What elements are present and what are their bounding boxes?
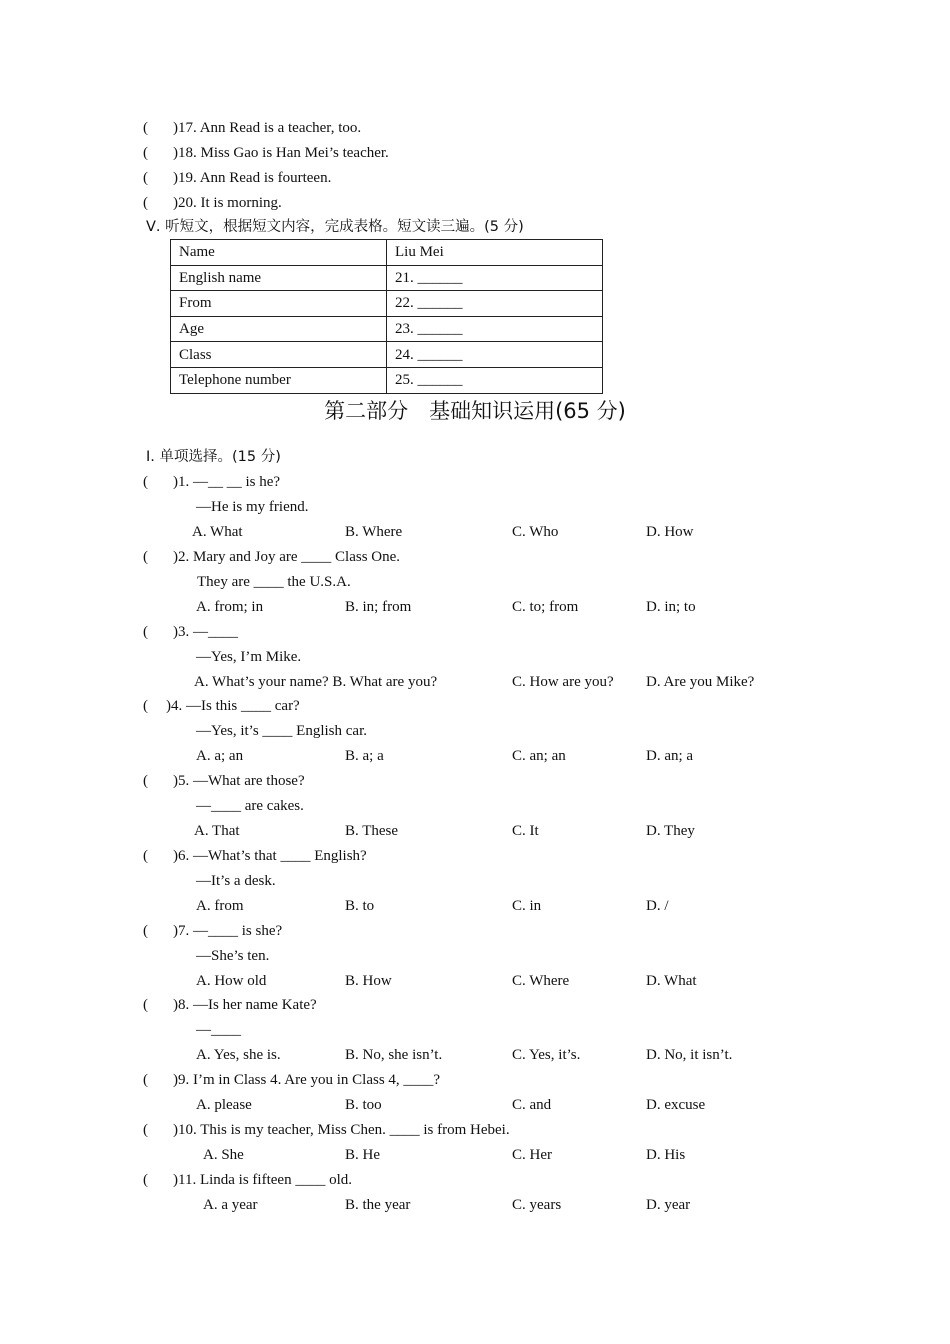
question-2: )2. Mary and Joy are ____ Class One. bbox=[173, 549, 401, 565]
item-19: )19. Ann Read is fourteen. bbox=[173, 170, 332, 186]
option-c: C. Yes, it’s. bbox=[512, 1047, 581, 1063]
option-d: D. in; to bbox=[646, 599, 696, 615]
option-d: D. excuse bbox=[646, 1097, 706, 1113]
table-row: From 22. ______ bbox=[171, 291, 603, 317]
option-c: C. to; from bbox=[512, 599, 579, 615]
option-a: A. What bbox=[192, 524, 243, 540]
question-9: )9. I’m in Class 4. Are you in Class 4, ____? bbox=[173, 1072, 441, 1088]
option-c: C. Where bbox=[512, 973, 570, 989]
option-d: D. They bbox=[646, 823, 695, 839]
paren: ( bbox=[143, 773, 148, 789]
option-c: C. an; an bbox=[512, 748, 566, 764]
option-d: D. Are you Mike? bbox=[646, 674, 755, 690]
paren: ( bbox=[143, 1172, 148, 1188]
option-a: A. a; an bbox=[196, 748, 244, 764]
option-c: C. years bbox=[512, 1197, 562, 1213]
table-row: Telephone number 25. ______ bbox=[171, 367, 603, 393]
paren: ( bbox=[143, 170, 148, 186]
question-6: )6. —What’s that ____ English? bbox=[173, 848, 367, 864]
option-d: D. His bbox=[646, 1147, 686, 1163]
question-5-response: —____ are cakes. bbox=[196, 798, 304, 814]
option-b: B. He bbox=[345, 1147, 380, 1163]
question-6-response: —It’s a desk. bbox=[196, 873, 276, 889]
option-a: A. please bbox=[196, 1097, 252, 1113]
option-b: B. the year bbox=[345, 1197, 411, 1213]
question-5: )5. —What are those? bbox=[173, 773, 305, 789]
option-c: C. Who bbox=[512, 524, 559, 540]
section-1-heading: Ⅰ. 单项选择。(15 分) bbox=[146, 449, 281, 465]
option-b: B. How bbox=[345, 973, 392, 989]
question-2-line2: They are ____ the U.S.A. bbox=[197, 574, 351, 590]
paren: ( bbox=[143, 195, 148, 211]
option-a: A. Yes, she is. bbox=[196, 1047, 281, 1063]
option-a: A. How old bbox=[196, 973, 267, 989]
table-row: Name Liu Mei bbox=[171, 240, 603, 266]
paren: ( bbox=[143, 1122, 148, 1138]
option-c: C. and bbox=[512, 1097, 552, 1113]
table-row: English name 21. ______ bbox=[171, 265, 603, 291]
question-10: )10. This is my teacher, Miss Chen. ____ is from Hebei. bbox=[173, 1122, 510, 1138]
option-d: D. / bbox=[646, 898, 669, 914]
item-18: )18. Miss Gao is Han Mei’s teacher. bbox=[173, 145, 389, 161]
paren: ( bbox=[143, 848, 148, 864]
option-b: B. No, she isn’t. bbox=[345, 1047, 443, 1063]
question-7: )7. —____ is she? bbox=[173, 923, 283, 939]
paren: ( bbox=[143, 1072, 148, 1088]
question-8: )8. —Is her name Kate? bbox=[173, 997, 317, 1013]
question-7-response: —She’s ten. bbox=[196, 948, 270, 964]
question-4: )4. —Is this ____ car? bbox=[166, 698, 300, 714]
item-17: )17. Ann Read is a teacher, too. bbox=[173, 120, 362, 136]
option-a: A. She bbox=[203, 1147, 244, 1163]
paren: ( bbox=[143, 624, 148, 640]
option-d: D. What bbox=[646, 973, 697, 989]
option-d: D. How bbox=[646, 524, 694, 540]
paren: ( bbox=[143, 549, 148, 565]
question-8-response: —____ bbox=[196, 1022, 241, 1038]
option-b: B. Where bbox=[345, 524, 403, 540]
option-c: C. How are you? bbox=[512, 674, 614, 690]
paren: ( bbox=[143, 474, 148, 490]
option-d: D. an; a bbox=[646, 748, 694, 764]
option-b: B. too bbox=[345, 1097, 382, 1113]
option-c: C. It bbox=[512, 823, 539, 839]
option-a: A. from; in bbox=[196, 599, 264, 615]
paren: ( bbox=[143, 923, 148, 939]
part-2-title: 第二部分 基础知识运用(65 分) bbox=[324, 399, 626, 423]
table-row: Age 23. ______ bbox=[171, 316, 603, 342]
option-b: B. in; from bbox=[345, 599, 412, 615]
question-1-response: —He is my friend. bbox=[196, 499, 309, 515]
option-d: D. No, it isn’t. bbox=[646, 1047, 733, 1063]
item-20: )20. It is morning. bbox=[173, 195, 282, 211]
option-a: A. That bbox=[194, 823, 240, 839]
paren: ( bbox=[143, 698, 148, 714]
option-b: B. a; a bbox=[345, 748, 384, 764]
option-b: B. These bbox=[345, 823, 399, 839]
option-b: B. to bbox=[345, 898, 375, 914]
question-4-response: —Yes, it’s ____ English car. bbox=[196, 723, 367, 739]
info-table bbox=[170, 239, 603, 394]
option-c: C. in bbox=[512, 898, 542, 914]
option-a: A. a year bbox=[203, 1197, 258, 1213]
option-a: A. from bbox=[196, 898, 244, 914]
option-c: C. Her bbox=[512, 1147, 552, 1163]
paren: ( bbox=[143, 145, 148, 161]
question-1: )1. —__ __ is he? bbox=[173, 474, 281, 490]
question-3: )3. —____ bbox=[173, 624, 238, 640]
question-11: )11. Linda is fifteen ____ old. bbox=[173, 1172, 352, 1188]
option-d: D. year bbox=[646, 1197, 691, 1213]
question-3-response: —Yes, I’m Mike. bbox=[196, 649, 302, 665]
table-row: Class 24. ______ bbox=[171, 342, 603, 368]
section-5-heading: Ⅴ. 听短文，根据短文内容，完成表格。短文读三遍。(5 分) bbox=[146, 219, 524, 235]
option-ab: A. What’s your name? B. What are you? bbox=[194, 674, 438, 690]
paren: ( bbox=[143, 997, 148, 1013]
paren: ( bbox=[143, 120, 148, 136]
